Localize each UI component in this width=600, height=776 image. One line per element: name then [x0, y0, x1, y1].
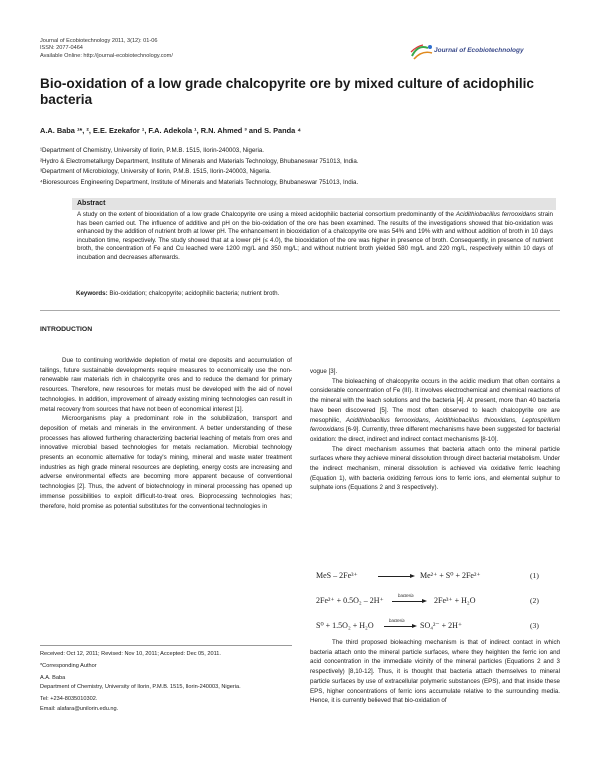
author-list: A.A. Baba ¹*, ², E.E. Ezekafor ¹, F.A. Adekola ¹, R.N. Ahmed ³ and S. Panda ⁴: [40, 126, 302, 135]
keywords-label: Keywords:: [76, 290, 108, 297]
eq3-arrow: [384, 626, 414, 627]
journal-logo: [408, 42, 528, 64]
eq3-arrowhead: [412, 624, 417, 628]
footnote-divider: [40, 645, 292, 646]
intro-paragraph-2: Microorganisms play a predominant role in the solubilization, transport and deposition of metals and minerals in the environment. A better understanding of these processes has allowed furthering characterizing bacterial leaching of metals from ores and innovative microbial based technologies for metals reclamation. Microbial technology presents an economic alternative for today's mining, mineral and waste water treatment industries as high grade mineral resources are depleting, energy costs are increasing and adverse environmental effects are becoming more apparent because of conventional technologies [2]. Thus, the advent of biotechnology in mineral processing has opened up immense possibilities to exploit difficult-to-treat ores. Bioprocessing technologies has; therefore, hold promise as potential substitutes for the conventional technologies in: [40, 415, 292, 510]
footnote: [40, 650, 292, 713]
affiliation-1: ¹Department of Chemistry, University of Ilorin, P.M.B. 1515, Ilorin-240003, Nigeria.: [40, 147, 264, 154]
divider: [40, 310, 560, 311]
eq2-arrow-label: bacteria: [398, 593, 414, 598]
eq2-number: (2): [530, 596, 539, 605]
affiliations: [40, 146, 359, 188]
keywords-text: Bio-oxidation; chalcopyrite; acidophilic bacteria; nutrient broth.: [107, 290, 280, 297]
corr-name: A.A. Baba: [40, 675, 66, 682]
col2-continuation: vogue [3].: [310, 368, 338, 375]
eq1-number: (1): [530, 571, 539, 580]
col2-paragraph-3: The third proposed bioleaching mechanism is that of indirect contact in which bacteria attach onto the mineral particle surfaces, where they heighten the ferric ion and acid concentration in the immediate vicinity of the mineral particles (Equations 2 and 3 respectively) [8,10-12]. Thus, it is thought that bacteria attach themselves to mineral particle surfaces by use of extracellular polymeric substances (EPS), and that inside these EPS, higher concentrations of ferric ions accumulate relative to the surrounding media. Hence, it is currently believed that bio-oxidation of: [310, 639, 560, 705]
eq1-right: Me²⁺ + S⁰ + 2Fe²⁺: [420, 571, 481, 580]
column-left: [40, 356, 292, 511]
corr-address: Department of Chemistry, University of Ilorin, P.M.B. 1515, Ilorin-240003, Nigeria.: [40, 683, 241, 690]
eq3-left: S⁰ + 1.5O₂ + H₂O: [316, 621, 374, 630]
affiliation-3: ³Department of Microbiology, University of Ilorin, P.M.B. 1515, Ilorin-240003, Nigeria.: [40, 168, 271, 175]
keywords: [76, 290, 279, 297]
abstract-text: A study on the extent of biooxidation of a low grade Chalcopyrite ore using a mixed acidophilic bacterial consortium predominantly of the Acidithiobacillus ferrooxidans strain has been carried out. The influence of additive and pH on the bio-oxidation of the ore has been examined. The results of the investigations showed that bio-oxidation was enhanced by the addition of nutrient broth at lower pH. The enhancement in biooxidation of a chalcopyrite ore was 54% and 19% with and without addition of broth in 10 days incubation time, respectively. The study showed that at a lower pH (≤ 4.0), the biooxidation of the ore was higher in presence of broth. Consequently, in presence of nutrient broth, the concentration of Fe and Cu leached were 1200 mg/L and 350 mg/L; and without nutrient broth yielded 580 mg/L and 220 mg/L, respectively within 10 days of incubation and decreases afterwards.: [77, 211, 553, 261]
eq3-arrow-label: bacteria: [389, 618, 405, 623]
journal-url: Available Online: http://journal-ecobiotechnology.com/: [40, 52, 173, 59]
intro-heading: INTRODUCTION: [40, 326, 93, 333]
dates: Received: Oct 12, 2011; Revised: Nov 10, 2011; Accepted: Dec 05, 2011.: [40, 651, 221, 657]
column-right-lower: [310, 638, 560, 706]
abstract-heading: Abstract: [77, 200, 106, 207]
eq1-arrow: [378, 576, 412, 577]
paper-title: Bio-oxidation of a low grade chalcopyrite ore by mixed culture of acidophilic bacteria: [40, 76, 534, 107]
logo-swirl-icon: [408, 42, 436, 64]
eq3-number: (3): [530, 621, 539, 630]
journal-issn: ISSN: 2077-0464: [40, 45, 83, 52]
abstract-background: [72, 198, 556, 210]
eq3-right: SO₄²⁻ + 2H⁺: [420, 621, 463, 630]
journal-citation: Journal of Ecobiotechnology 2011, 3(12): 01-06: [40, 38, 158, 44]
column-right: [310, 367, 560, 493]
affiliation-4: ⁴Bioresources Engineering Department, Institute of Minerals and Materials Technology, Bhubaneswar 751013, India.: [40, 178, 359, 186]
col2-paragraph-1: The bioleaching of chalcopyrite occurs in the acidic medium that often contains a considerable concentration of Fe (III). It involves electrochemical and chemical reactions of the mineral with the leach solutions and the bacteria [4]. At present, more than 40 bacteria have been discovered [5]. The most often observed to leach chalcopyrite ore are mesophilic, Acidithiobacillus ferrooxidans, Acidithiobacillus thiooxidans, Leptospirillum ferrooxidans [6-9]. Currently, three different mechanisms have been suggested for bacterial oxidation: the direct, indirect and indirect contact mechanisms [8-10].: [310, 377, 561, 443]
affiliation-2: ²Hydro & Electrometallurgy Department, Institute of Minerals and Materials Technology, Bhubaneswar 751013, India.: [40, 157, 359, 165]
eq1-arrowhead: [410, 574, 415, 578]
col2-paragraph-2: The direct mechanism assumes that bacteria attach onto the mineral particle surfaces where they achieve mineral dissolution through direct bacterial metabolism. Under the indirect mechanism, mineral dissolution is achieved via oxidative ferric leaching (Equation 1), with bacteria oxidizing ferrous ions to ferric ions, and elemental sulphur to sulphate ions (Equations 2 and 3 respectively).: [310, 445, 560, 492]
abstract-section: [72, 198, 556, 280]
corr-tel: Tel: +234-8035010302.: [40, 695, 98, 702]
corr-email: Email: alafara@unilorin.edu.ng.: [40, 706, 119, 713]
eq1-left: MeS – 2Fe³⁺: [316, 571, 358, 580]
eq2-right: 2Fe³⁺ + H₂O: [434, 596, 476, 605]
corresponding-label: *Corresponding Author: [40, 663, 97, 670]
intro-paragraph-1: Due to continuing worldwide depletion of metal ore deposits and accumulation of tailings, future sustainable developments require measures to economically use the non-renewable raw materials rich in chalcopyrite ores and to reduce the demand for primary resources. Therefore, new resources for metals must be developed with the aid of novel technologies. In addition, improvement of already existing mining technologies can result in metal recovery from sources that have not been of economical interest [1].: [40, 357, 292, 413]
eq2-left: 2Fe²⁺ + 0.5O₂ – 2H⁺: [316, 596, 384, 605]
logo-text: Journal of Ecobiotechnology: [434, 47, 524, 54]
eq2-arrowhead: [422, 599, 427, 603]
journal-info: [40, 38, 173, 60]
eq2-arrow: [392, 601, 424, 602]
